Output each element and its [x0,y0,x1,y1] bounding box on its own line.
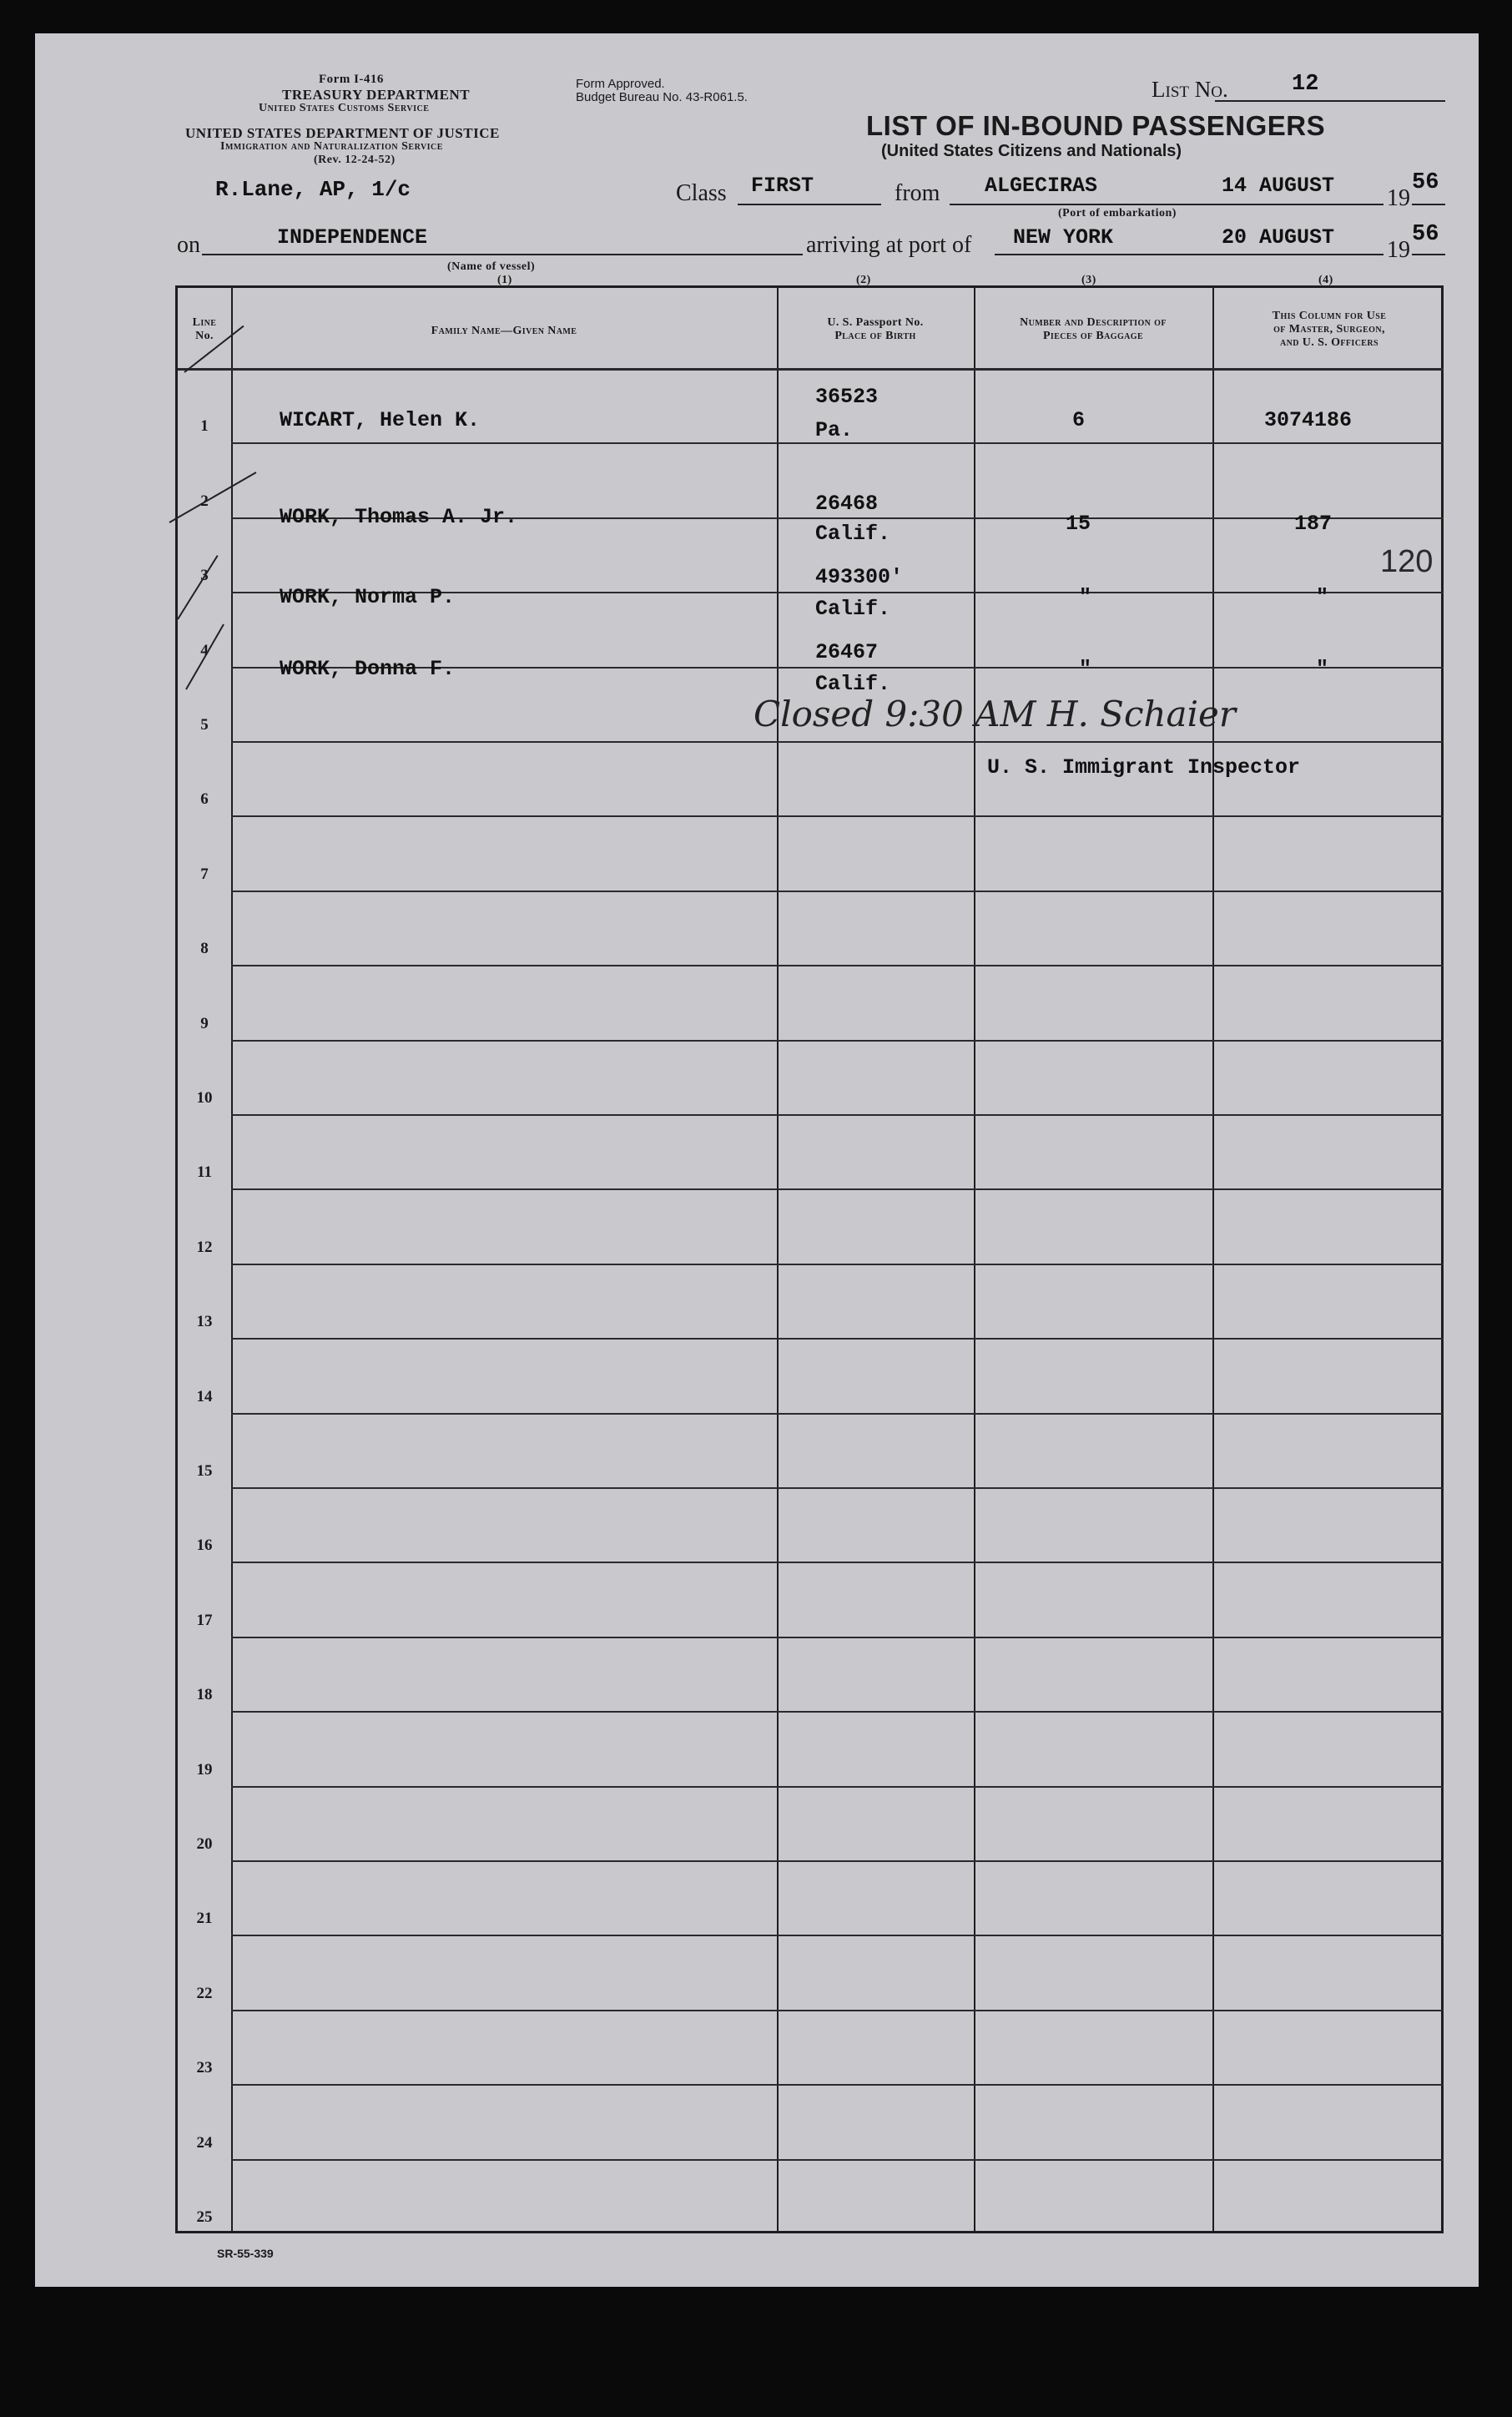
margin-note: 120 [1380,544,1434,579]
baggage-ditto: " [1079,585,1092,609]
row-rule [231,965,1444,966]
treasury-dept: TREASURY DEPARTMENT [282,87,471,103]
row-rule [231,1114,1444,1116]
row-rule [231,1562,1444,1563]
line-number: 20 [196,1835,213,1853]
arrival-date: 20 AUGUST [1222,225,1335,250]
row-rule [231,1860,1444,1862]
agent-line: R.Lane, AP, 1/c [215,177,411,202]
depart-year-prefix: 19 [1387,185,1410,211]
line-number: 4 [200,641,209,659]
row-rule [231,1264,1444,1265]
list-no-label: List No. [1152,77,1228,102]
line-number: 3 [200,567,209,585]
arriving-label: arriving at port of [806,232,972,258]
place-of-birth: Calif. [815,672,891,696]
header-passport-2: Place of Birth [834,330,916,342]
line-number: 21 [196,1910,213,1928]
arrival-underline [995,254,1383,255]
arrival-year-prefix: 19 [1387,237,1410,263]
header-line-no-2: No. [195,330,214,342]
row-rule [231,1935,1444,1936]
vessel-caption: (Name of vessel) [447,260,536,273]
row-rule [231,815,1444,817]
officer-entry: 187 [1294,512,1333,536]
row-rule [231,1338,1444,1340]
header-passport [777,316,974,343]
form-code: SR-55-339 [217,2247,274,2260]
row-rule [231,1188,1444,1190]
form-approved: Form Approved. [576,77,665,91]
departure-date: 14 AUGUST [1222,174,1335,198]
line-number: 23 [196,2059,213,2077]
header-line-no [178,316,231,343]
officer-ditto: " [1316,585,1329,609]
passenger-name: WORK, Norma P. [280,585,456,609]
line-number: 19 [196,1760,213,1779]
row-rule [231,1786,1444,1788]
passenger-table [175,285,1444,2233]
vessel-name: INDEPENDENCE [277,225,428,250]
class-label: Class [676,180,727,206]
line-number: 25 [196,2208,213,2226]
row-rule [231,2159,1444,2161]
baggage-ditto: " [1079,657,1092,681]
line-number: 9 [200,1014,209,1032]
passport-number: 26467 [815,640,879,664]
list-no-underline [1215,100,1445,102]
line-number: 2 [200,492,209,510]
line-number: 5 [200,716,209,734]
depart-year-underline [1412,204,1445,205]
place-of-birth: Calif. [815,597,891,621]
list-no-value: 12 [1292,72,1319,97]
column-divider [1212,288,1214,2231]
officer-entry: 3074186 [1264,408,1353,432]
header-officers-3: and U. S. Officers [1280,336,1378,349]
line-number: 11 [197,1163,212,1182]
line-number: 18 [196,1686,213,1704]
header-baggage-2: Pieces of Baggage [1042,330,1144,342]
line-number: 6 [200,790,209,809]
row-rule [231,1637,1444,1638]
line-number: 10 [196,1089,213,1107]
passport-number: 493300' [815,565,904,589]
line-number: 8 [200,940,209,958]
row-rule [231,442,1444,444]
customs-service: United States Customs Service [259,102,430,114]
arrival-year: 56 [1412,222,1439,247]
line-number: 16 [196,1536,213,1555]
passenger-name: WORK, Thomas A. Jr. [280,505,518,529]
passport-number: 36523 [815,385,879,409]
line-number: 22 [196,1984,213,2002]
column-divider [777,288,779,2231]
justice-dept: UNITED STATES DEPARTMENT OF JUSTICE [185,125,500,141]
header-baggage [974,316,1212,343]
arrival-port: NEW YORK [1013,225,1114,250]
page-subtitle: (United States Citizens and Nationals) [881,142,1182,160]
header-officers-1: This Column for Use [1272,310,1387,322]
header-rule [178,368,1444,371]
budget-bureau: Budget Bureau No. 43-R061.5. [576,90,748,104]
page-title: LIST OF IN-BOUND PASSENGERS [866,110,1326,141]
row-rule [231,741,1444,743]
check-mark [177,555,218,619]
column-divider [974,288,975,2231]
row-rule [231,1711,1444,1713]
row-rule [231,1413,1444,1415]
column-divider [231,288,233,2231]
class-value: FIRST [751,174,814,198]
class-underline [738,204,881,205]
row-rule [231,2084,1444,2086]
closing-note: Closed 9:30 AM H. Schaier [753,694,1236,734]
row-rule [231,1487,1444,1489]
line-number: 17 [196,1611,213,1629]
line-number: 1 [200,417,209,436]
header-line-no-1: Line [192,316,217,329]
line-number: 13 [196,1313,213,1331]
ins-service: Immigration and Naturalization Service [220,140,443,153]
baggage-count: 6 [1072,408,1086,432]
row-rule [231,1040,1444,1042]
column-number-1: (1) [497,274,512,286]
passenger-name: WICART, Helen K. [280,408,481,432]
revision-date: (Rev. 12-24-52) [314,154,396,166]
row-rule [231,2010,1444,2011]
column-number-2: (2) [856,274,871,286]
column-number-3: (3) [1081,274,1096,286]
line-number: 15 [196,1462,213,1480]
line-number: 7 [200,865,209,883]
on-label: on [177,232,200,258]
port-embark-caption: (Port of embarkation) [1058,207,1177,219]
header-baggage-1: Number and Description of [1020,316,1167,329]
from-label: from [895,180,940,206]
line-number: 12 [196,1238,213,1256]
inspector-title: U. S. Immigrant Inspector [987,755,1301,780]
header-officers-2: of Master, Surgeon, [1273,323,1385,336]
baggage-count: 15 [1066,512,1091,536]
row-rule [231,891,1444,892]
depart-year: 56 [1412,170,1439,195]
vessel-underline [202,254,803,255]
passenger-list-form [35,33,1479,2287]
passport-number: 26468 [815,492,879,516]
arrival-year-underline [1412,254,1445,255]
place-of-birth: Pa. [815,418,854,442]
header-passport-1: U. S. Passport No. [827,316,924,329]
line-number: 24 [196,2133,213,2152]
column-number-4: (4) [1318,274,1333,286]
officer-ditto: " [1316,657,1329,681]
passenger-name: WORK, Donna F. [280,657,456,681]
header-officers [1212,310,1446,350]
embarkation-port: ALGECIRAS [985,174,1098,198]
place-of-birth: Calif. [815,522,891,546]
line-number: 14 [196,1387,213,1405]
header-family-name: Family Name—Given Name [431,325,577,337]
form-number: Form I-416 [319,73,384,86]
